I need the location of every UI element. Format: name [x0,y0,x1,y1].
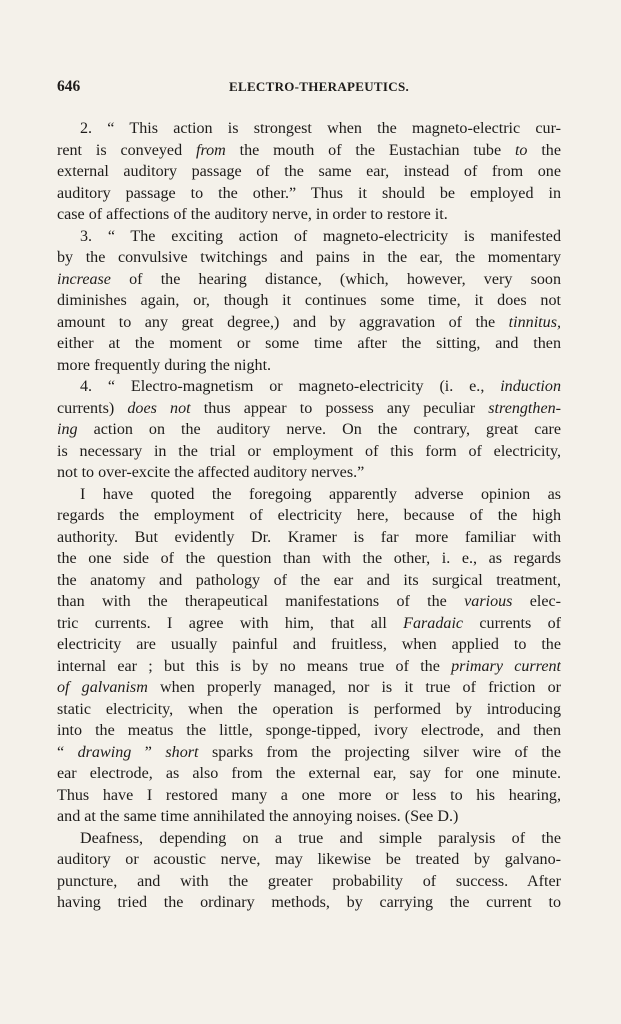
text-segment: ear electrode, as also from the external ear, say for one minute. [57,765,561,782]
text-line [57,333,561,355]
text-segment: I have quoted the foregoing apparently adverse opinion as [80,485,561,503]
text-segment: case of affections of the auditory nerve, in order to restore it. [57,206,448,223]
text-segment: internal ear ; but this is by no means true of the [57,657,452,675]
text-segment: 2. “ This action is strongest when the magneto-electric cur- [80,120,561,137]
italic-text: tinnitus, [508,313,561,331]
italic-text: induction [500,378,561,395]
text-segment: into the meatus the little, sponge-tipped, ivory electrode, and then [57,722,561,739]
text-segment: not to over-excite the affected auditory nerves.” [57,464,365,481]
text-line [57,871,561,893]
text-line [57,591,561,613]
text-line [57,183,561,205]
text-segment: puncture, and with the greater probability of success. After [57,872,561,890]
text-line [57,763,561,785]
italic-text: drawing [77,743,132,761]
running-head: ELECTRO-THERAPEUTICS. [229,79,410,94]
text-segment: authority. But evidently Dr. Kramer is far more familiar with [57,528,561,546]
text-segment: sparks from the projecting silver wire of the [198,743,561,761]
text-segment: the one side of the question than with the other, i. e., as regards [57,550,561,567]
italic-text: strengthen- [488,399,561,417]
text-line [57,204,561,226]
text-line [57,312,561,334]
text-segment: diminishes again, or, though it continues some time, it does not [57,292,561,309]
text-segment: rent is conveyed [57,141,196,159]
text-line [57,226,561,248]
text-segment: action on the auditory nerve. On the contrary, great care [77,421,561,438]
text-segment: tric currents. I agree with him, that all [57,614,404,632]
text-segment: more frequently during the night. [57,356,272,374]
text-segment: regards the employment of electricity here, because of the high [57,507,561,524]
text-segment: electricity are usually painful and fruitless, when applied to the [57,636,561,653]
text-segment: of the hearing distance, (which, however, very soon [110,270,561,288]
italic-text: of galvanism [57,679,148,696]
page-header [57,78,577,100]
text-line [57,634,561,656]
text-segment: than with the therapeutical manifestations of the [57,593,465,610]
text-segment: ” [131,743,166,761]
text-line [57,785,561,807]
italic-text: various [464,593,513,610]
text-segment: is necessary in the trial or employment of this form of electricity, [57,442,561,460]
text-line [57,570,561,592]
text-segment: the [527,141,561,159]
text-line [57,161,561,183]
text-line [57,355,561,377]
text-segment: Deafness, depending on a true and simple paralysis of the [80,829,561,847]
text-segment: and at the same time annihilated the annoying noises. (See D.) [57,808,459,825]
text-line [57,462,561,484]
text-segment: by the convulsive twitchings and pains in the ear, the momentary [57,249,561,266]
text-line [57,892,561,914]
text-segment: static electricity, when the operation is performed by introducing [57,700,561,718]
text-segment: elec- [512,593,561,610]
text-segment: auditory passage to the other.” Thus it should be employed in [57,184,561,202]
text-line [57,505,561,527]
text-segment: “ [57,743,78,761]
text-line [57,269,561,291]
text-line [57,849,561,871]
text-segment: either at the moment or some time after the sitting, and then [57,335,561,352]
text-line [57,613,561,635]
italic-text: does not [127,399,191,417]
text-line [57,699,561,721]
text-segment: when properly managed, nor is it true of friction or [147,679,561,696]
text-segment: currents) [57,399,128,417]
text-line [57,527,561,549]
italic-text: to [514,141,528,159]
text-line [57,742,561,764]
italic-text: ing [57,421,78,438]
text-line [57,656,561,678]
text-segment: Thus have I restored many a one more or less to his hearing, [57,786,561,804]
text-segment: having tried the ordinary methods, by carrying the current to [57,894,561,911]
italic-text: increase [57,270,111,288]
text-segment: auditory or acoustic nerve, may likewise be treated by galvano- [57,851,561,868]
text-segment: the anatomy and pathology of the ear and its surgical treatment, [57,571,561,589]
page-number: 646 [57,78,81,95]
text-line [57,548,561,570]
text-line [57,441,561,463]
body-text [57,118,561,914]
text-segment: thus appear to possess any peculiar [190,399,489,417]
text-line [57,806,561,828]
text-segment: the mouth of the Eustachian tube [225,141,515,159]
text-segment: currents of [463,614,561,632]
italic-text: primary current [451,657,561,675]
text-line [57,677,561,699]
text-line [57,290,561,312]
italic-text: Faradaic [403,614,464,632]
text-segment: 3. “ The exciting action of magneto-electricity is manifested [80,227,561,245]
text-line [57,376,561,398]
text-segment: external auditory passage of the same ear, instead of from one [57,163,561,180]
text-line [57,140,561,162]
text-line [57,484,561,506]
text-line [57,247,561,269]
italic-text: from [195,141,226,159]
text-line [57,828,561,850]
text-line [57,118,561,140]
text-line [57,720,561,742]
text-segment: amount to any great degree,) and by aggravation of the [57,313,509,331]
text-segment: 4. “ Electro-magnetism or magneto-electricity (i. e., [80,378,501,395]
text-line [57,419,561,441]
italic-text: short [165,743,199,761]
text-line [57,398,561,420]
